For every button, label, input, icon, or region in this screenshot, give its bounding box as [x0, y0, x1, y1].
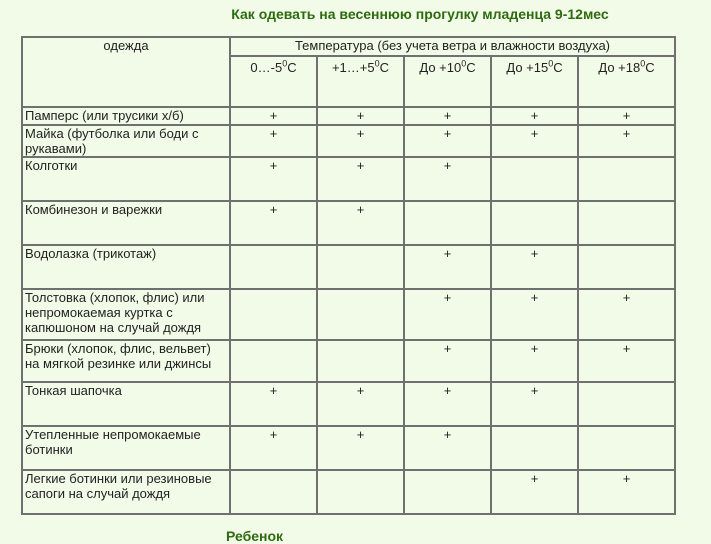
- table-row: [22, 340, 675, 382]
- table-row: [22, 382, 675, 426]
- row-mark: +: [578, 289, 675, 340]
- row-label: Толстовка (хлопок, флис) или непромокаемая куртка с капюшоном на случай дождя: [22, 289, 230, 340]
- row-mark: +: [230, 125, 317, 157]
- row-mark: +: [404, 245, 491, 289]
- row-mark: [230, 470, 317, 514]
- row-mark: +: [578, 470, 675, 514]
- row-mark: [317, 245, 404, 289]
- row-mark: [404, 470, 491, 514]
- row-label: Памперс (или трусики х/б): [22, 107, 230, 125]
- table-row: [22, 201, 675, 245]
- row-label: Тонкая шапочка: [22, 382, 230, 426]
- table-row: [22, 289, 675, 340]
- row-label: Колготки: [22, 157, 230, 201]
- table-row: [22, 245, 675, 289]
- row-mark: +: [491, 289, 578, 340]
- row-mark: [230, 245, 317, 289]
- row-mark: +: [404, 382, 491, 426]
- table-row: [22, 426, 675, 470]
- row-mark: [578, 245, 675, 289]
- table-row: [22, 157, 675, 201]
- temp-col-3: До $+15^0C$: [491, 56, 578, 107]
- row-mark: +: [230, 157, 317, 201]
- row-mark: +: [491, 340, 578, 382]
- temperature-header: Температура (без учета ветра и влажности воздуха): [230, 37, 675, 56]
- row-mark: +: [491, 470, 578, 514]
- row-mark: [578, 201, 675, 245]
- row-mark: +: [404, 157, 491, 201]
- row-label: Водолазка (трикотаж): [22, 245, 230, 289]
- row-mark: +: [491, 107, 578, 125]
- row-mark: [491, 157, 578, 201]
- table-row: [22, 125, 675, 157]
- clothing-table: [21, 36, 676, 515]
- row-mark: +: [404, 107, 491, 125]
- row-mark: +: [230, 382, 317, 426]
- row-label: Комбинезон и варежки: [22, 201, 230, 245]
- row-mark: [491, 201, 578, 245]
- row-mark: [491, 426, 578, 470]
- row-mark: +: [578, 340, 675, 382]
- row-label: Брюки (хлопок, флис, вельвет) на мягкой резинке или джинсы: [22, 340, 230, 382]
- row-label: Легкие ботинки или резиновые сапоги на случай дождя: [22, 470, 230, 514]
- table-row: [22, 470, 675, 514]
- row-mark: +: [317, 382, 404, 426]
- row-mark: +: [404, 340, 491, 382]
- row-mark: +: [578, 125, 675, 157]
- table-row: [22, 107, 675, 125]
- row-mark: [578, 426, 675, 470]
- row-mark: +: [404, 426, 491, 470]
- page-title: Как одевать на весеннюю прогулку младенца 9-12мес: [231, 6, 609, 22]
- footer-heading: Ребенок: [226, 528, 284, 544]
- row-mark: +: [230, 107, 317, 125]
- row-mark: +: [404, 125, 491, 157]
- row-mark: +: [230, 426, 317, 470]
- row-mark: +: [317, 426, 404, 470]
- row-mark: +: [230, 201, 317, 245]
- row-mark: [230, 289, 317, 340]
- row-label: Утепленные непромокаемые ботинки: [22, 426, 230, 470]
- row-mark: [317, 289, 404, 340]
- row-mark: +: [317, 201, 404, 245]
- row-mark: +: [317, 157, 404, 201]
- row-mark: +: [317, 107, 404, 125]
- row-mark: +: [317, 125, 404, 157]
- temp-col-2: До $+10^0C$: [404, 56, 491, 107]
- row-mark: +: [491, 125, 578, 157]
- row-mark: [317, 340, 404, 382]
- row-mark: +: [491, 382, 578, 426]
- row-mark: +: [491, 245, 578, 289]
- temp-col-1: $+1\dots+5^0C$: [317, 56, 404, 107]
- row-mark: [578, 382, 675, 426]
- row-label: Майка (футболка или боди с рукавами): [22, 125, 230, 157]
- row-mark: +: [578, 107, 675, 125]
- clothing-header: одежда: [22, 37, 230, 107]
- row-mark: [578, 157, 675, 201]
- row-mark: [404, 201, 491, 245]
- temp-col-0: $0\dots-5^0C$: [230, 56, 317, 107]
- row-mark: [317, 470, 404, 514]
- temp-col-4: До $+18^0C$: [578, 56, 675, 107]
- row-mark: +: [404, 289, 491, 340]
- row-mark: [230, 340, 317, 382]
